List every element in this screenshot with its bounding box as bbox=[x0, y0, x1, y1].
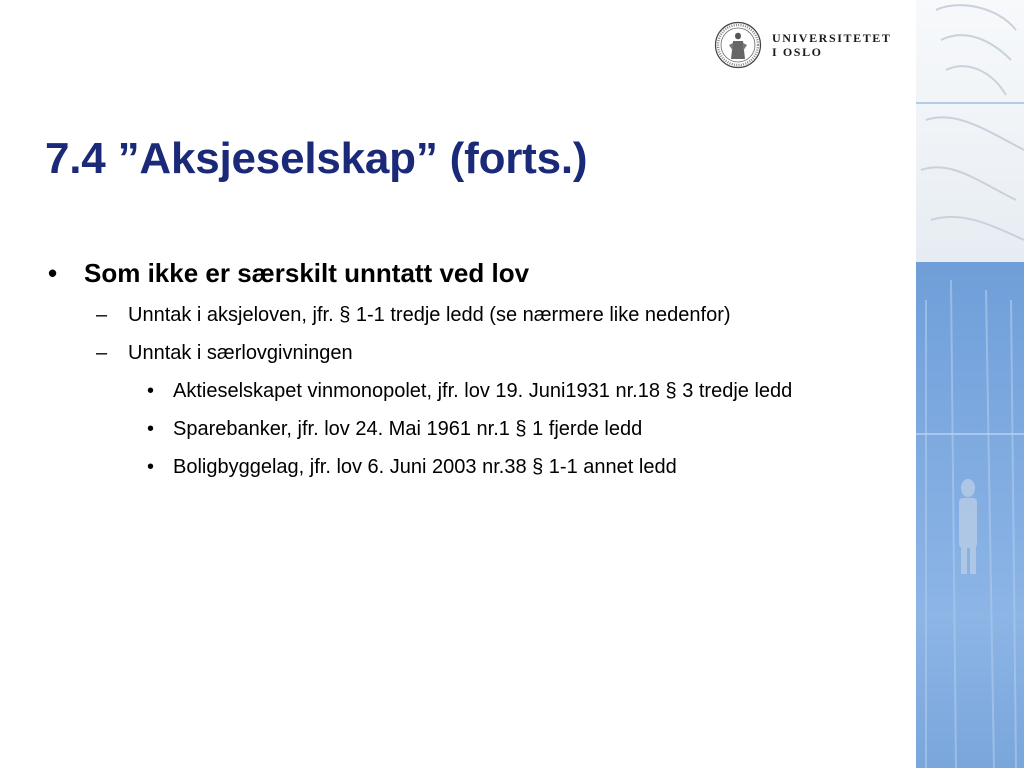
bullet-level3 bbox=[143, 376, 868, 407]
bullet-dot-icon: • bbox=[48, 258, 58, 288]
bullet-dot-icon: • bbox=[147, 456, 155, 478]
side-band-line-art bbox=[916, 0, 1024, 768]
bullet-text: Boligbyggelag, jfr. lov 6. Juni 2003 nr.38 § 1-1 annet ledd bbox=[173, 456, 677, 478]
university-logo bbox=[714, 21, 904, 71]
slide-title: 7.4 ”Aksjeselskap” (forts.) bbox=[45, 134, 588, 183]
bullet-level1 bbox=[48, 256, 868, 290]
dash-icon: – bbox=[96, 304, 108, 326]
bullet-level3 bbox=[143, 414, 868, 445]
decorative-side-band bbox=[916, 0, 1024, 768]
bullet-text: Sparebanker, jfr. lov 24. Mai 1961 nr.1 § 1 fjerde ledd bbox=[173, 418, 643, 440]
bullet-level2 bbox=[96, 338, 868, 368]
bullet-level2 bbox=[96, 300, 868, 330]
bullet-text: Unntak i aksjeloven, jfr. § 1-1 tredje ledd (se nærmere like nedenfor) bbox=[128, 304, 731, 326]
dash-icon: – bbox=[96, 342, 108, 364]
bullet-text: Aktieselskapet vinmonopolet, jfr. lov 19. Juni1931 nr.18 § 3 tredje ledd bbox=[173, 380, 793, 402]
bullet-dot-icon: • bbox=[147, 380, 155, 402]
bullet-text: Unntak i særlovgivningen bbox=[128, 342, 353, 364]
logo-line-1: UNIVERSITETET bbox=[772, 31, 892, 45]
bullet-text: Som ikke er særskilt unntatt ved lov bbox=[84, 258, 530, 288]
bullet-dot-icon: • bbox=[147, 418, 155, 440]
university-seal-icon bbox=[714, 21, 762, 69]
logo-line-2: I OSLO bbox=[772, 45, 823, 59]
slide-body bbox=[48, 256, 868, 490]
bullet-level3 bbox=[143, 452, 868, 483]
